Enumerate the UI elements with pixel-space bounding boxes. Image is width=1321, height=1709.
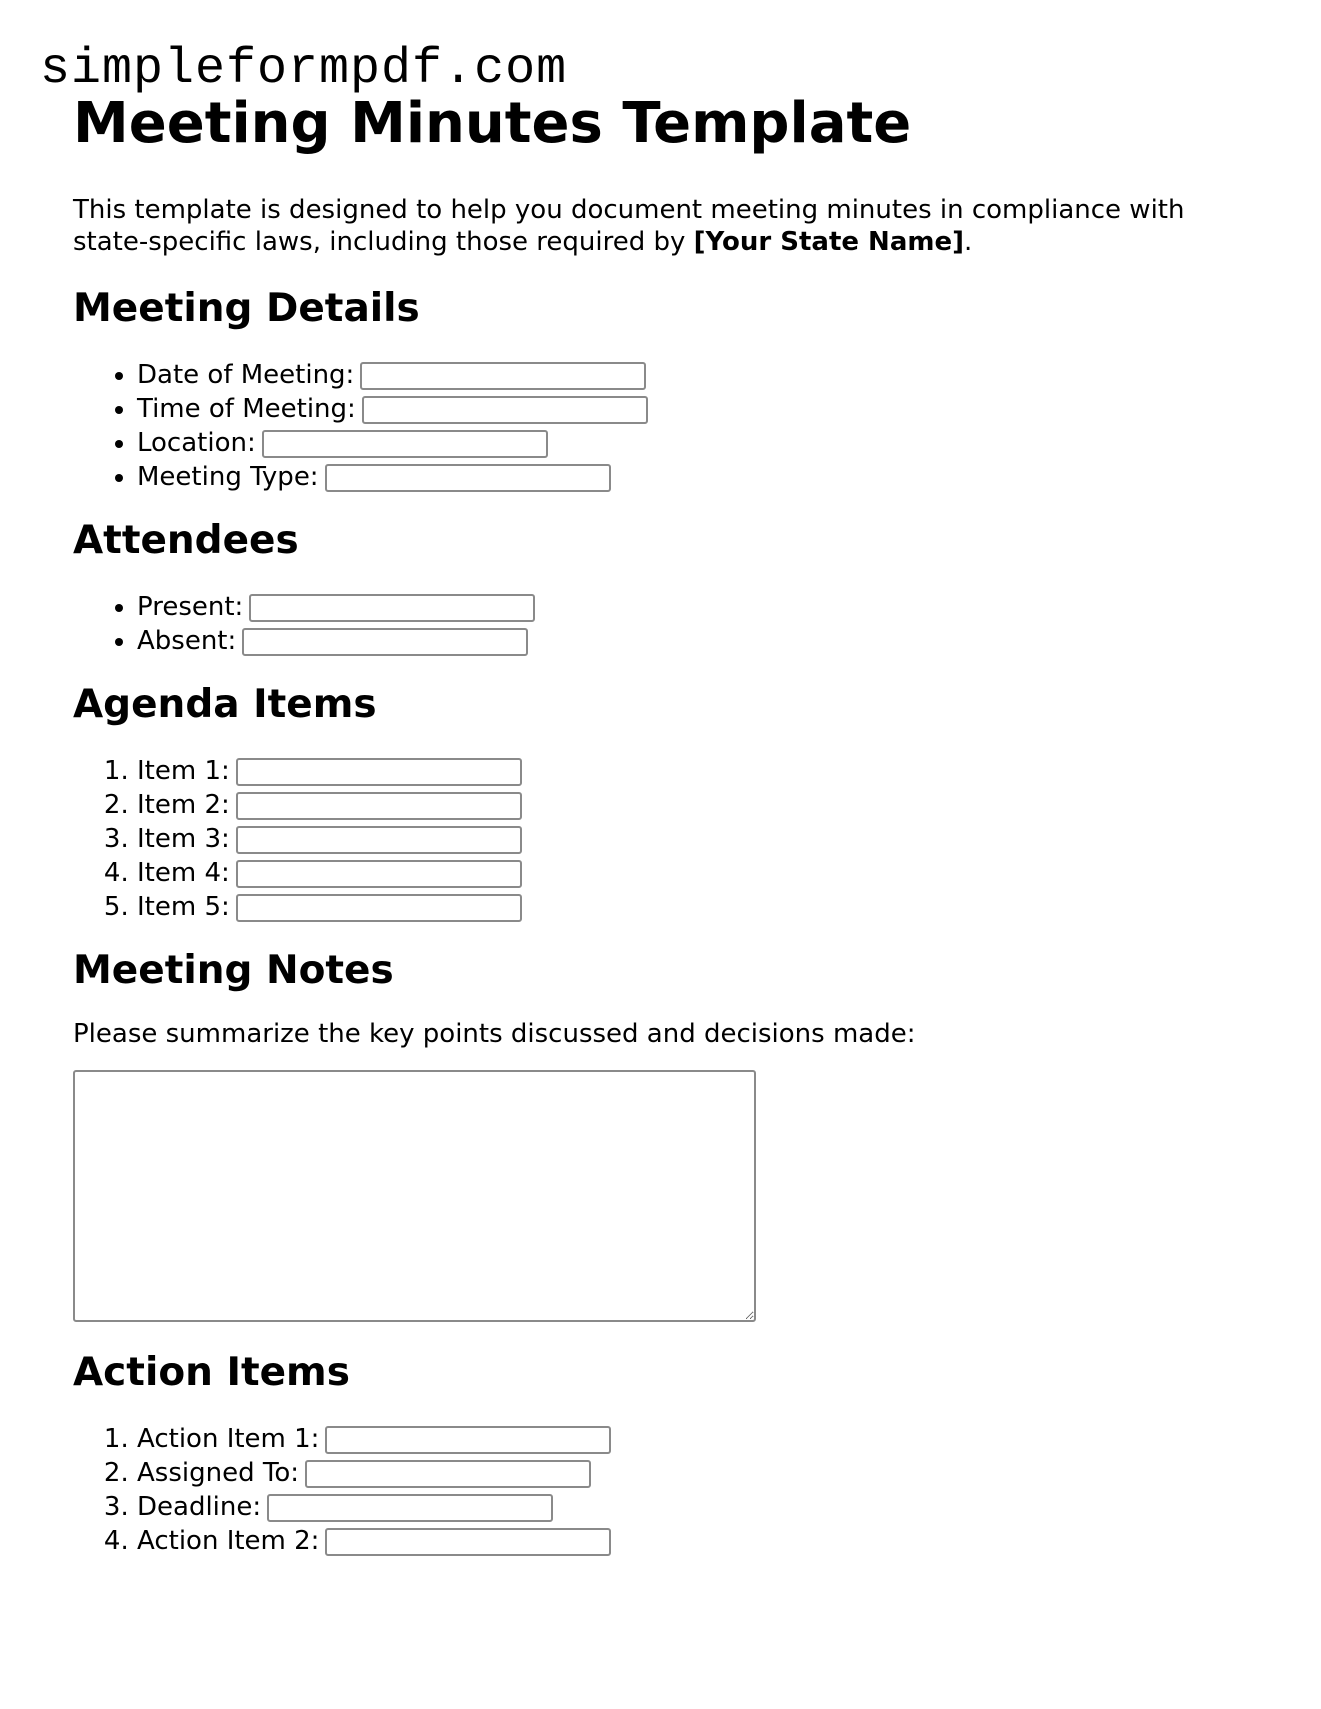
notes-prompt: Please summarize the key points discussed and decisions made: — [73, 1019, 916, 1049]
list-item — [137, 460, 1253, 494]
page-title: Meeting Minutes Template — [73, 91, 912, 156]
agenda-list — [73, 754, 1253, 924]
agenda-item-label: Item 1: — [137, 756, 230, 786]
intro-paragraph — [73, 194, 1253, 258]
meeting-type-input[interactable] — [325, 464, 611, 492]
intro-state-name: [Your State Name] — [693, 227, 964, 257]
date-of-meeting-input[interactable] — [360, 362, 646, 390]
list-item — [137, 856, 1253, 890]
agenda-item-5-input[interactable] — [236, 894, 522, 922]
intro-text: This template is designed to help you document meeting minutes in compliance with state-specific laws, including those required by — [73, 195, 1185, 257]
present-label: Present: — [137, 592, 244, 622]
list-item — [137, 1524, 1253, 1558]
list-item — [137, 392, 1253, 426]
assigned-to-label: Assigned To: — [137, 1458, 299, 1488]
absent-label: Absent: — [137, 626, 237, 656]
agenda-item-label: Item 4: — [137, 858, 230, 888]
list-item — [137, 426, 1253, 460]
action-item-1-label: Action Item 1: — [137, 1424, 320, 1454]
list-item — [137, 890, 1253, 924]
list-item — [137, 1490, 1253, 1524]
agenda-item-label: Item 5: — [137, 892, 230, 922]
location-input[interactable] — [262, 430, 548, 458]
action-items-heading: Action Items — [73, 1350, 350, 1395]
action-item-1-input[interactable] — [325, 1426, 611, 1454]
meeting-type-label: Meeting Type: — [137, 462, 319, 492]
list-item — [137, 624, 1253, 658]
list-item — [137, 754, 1253, 788]
document-body — [73, 88, 1253, 1558]
action-items-list — [73, 1422, 1253, 1558]
action-item-2-label: Action Item 2: — [137, 1526, 320, 1556]
list-item — [137, 788, 1253, 822]
time-of-meeting-input[interactable] — [362, 396, 648, 424]
date-label: Date of Meeting: — [137, 360, 355, 390]
agenda-heading: Agenda Items — [73, 682, 377, 727]
deadline-input[interactable] — [267, 1494, 553, 1522]
meeting-notes-textarea[interactable] — [73, 1070, 756, 1322]
list-item — [137, 822, 1253, 856]
location-label: Location: — [137, 428, 256, 458]
absent-input[interactable] — [242, 628, 528, 656]
list-item — [137, 1422, 1253, 1456]
list-item — [137, 358, 1253, 392]
present-input[interactable] — [249, 594, 535, 622]
agenda-item-2-input[interactable] — [236, 792, 522, 820]
intro-text-end: . — [963, 227, 973, 257]
deadline-label: Deadline: — [137, 1492, 262, 1522]
meeting-notes-heading: Meeting Notes — [73, 948, 394, 993]
watermark: simpleformpdf.com — [40, 41, 568, 98]
meeting-details-list — [73, 358, 1253, 494]
meeting-details-heading: Meeting Details — [73, 286, 420, 331]
action-item-2-input[interactable] — [325, 1528, 611, 1556]
assigned-to-input[interactable] — [305, 1460, 591, 1488]
agenda-item-3-input[interactable] — [236, 826, 522, 854]
agenda-item-4-input[interactable] — [236, 860, 522, 888]
list-item — [137, 590, 1253, 624]
list-item — [137, 1456, 1253, 1490]
attendees-list — [73, 590, 1253, 658]
agenda-item-label: Item 3: — [137, 824, 230, 854]
time-label: Time of Meeting: — [137, 394, 356, 424]
agenda-item-1-input[interactable] — [236, 758, 522, 786]
agenda-item-label: Item 2: — [137, 790, 230, 820]
attendees-heading: Attendees — [73, 518, 299, 563]
